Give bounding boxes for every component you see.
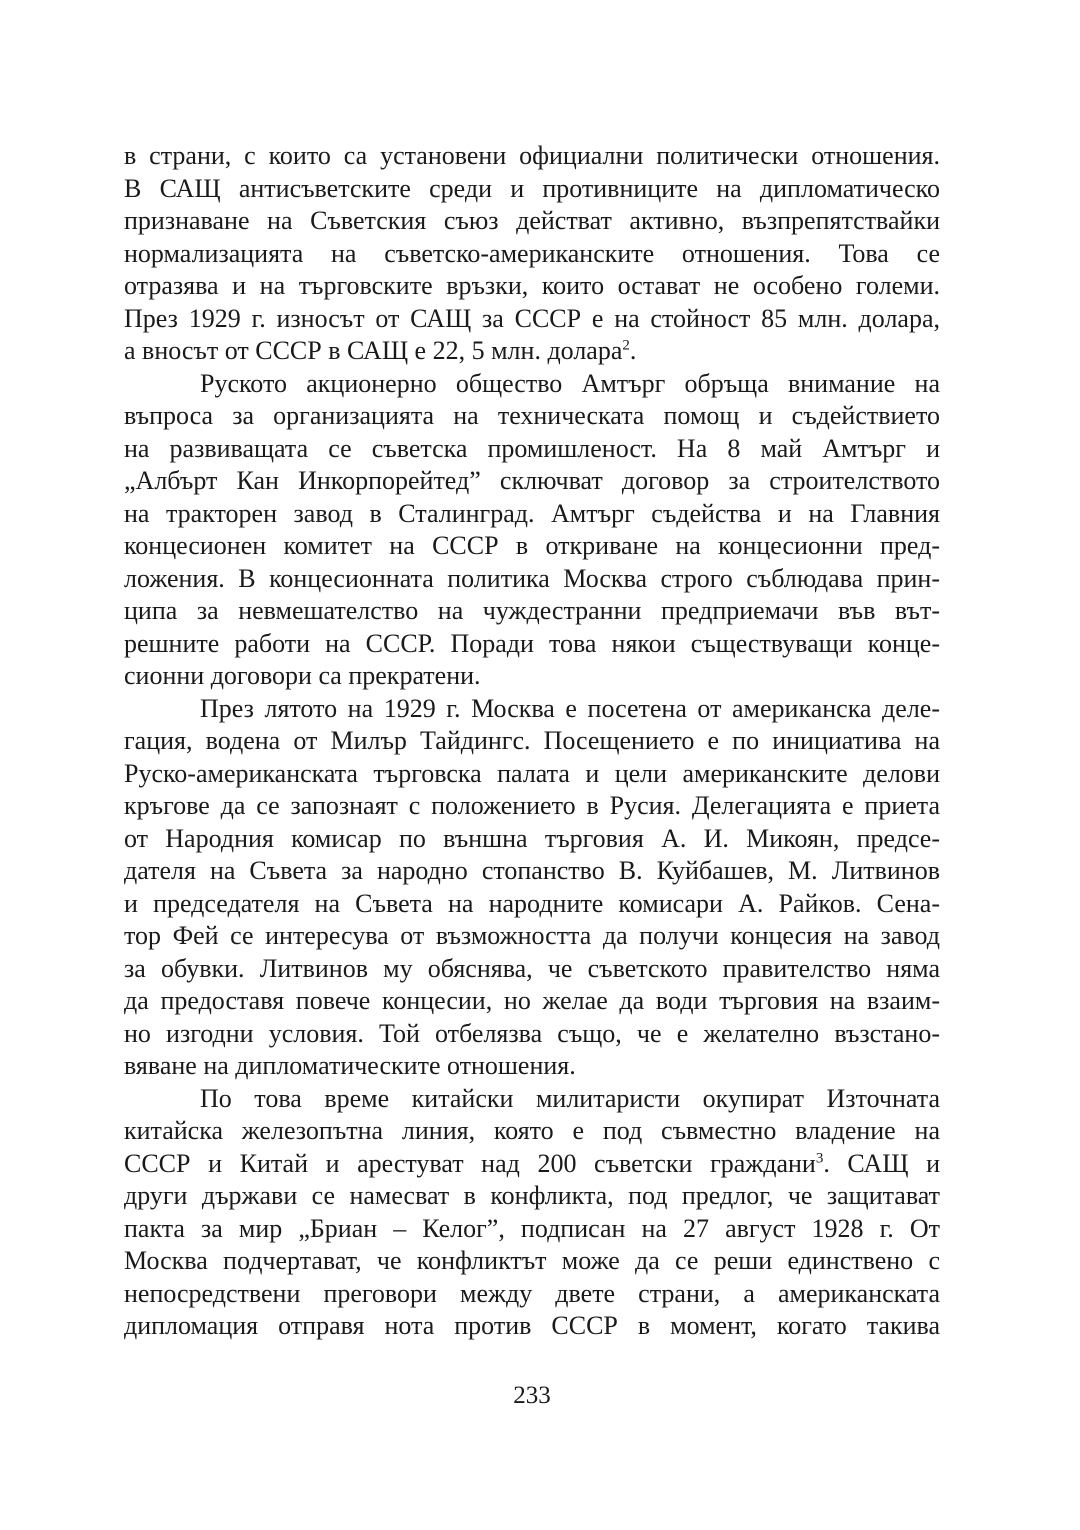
text-span: . xyxy=(629,336,637,365)
text-line: въпроса за организацията на техническата помощ и съдействието xyxy=(124,401,940,430)
text-line: пакта за мир „Бриан – Келог”, подписан на 27 август 1928 г. От xyxy=(124,1213,940,1243)
text-line: в страни, с които са установени официални политически отношения. xyxy=(124,141,940,170)
text-span: . САЩ и xyxy=(823,1148,940,1178)
paragraph-3 xyxy=(124,693,940,1083)
text-line: за обувки. Литвинов му обяснява, че съветското правителство няма xyxy=(124,953,940,983)
text-line: Москва подчертават, че конфликтът може да се реши единствено с xyxy=(124,1246,940,1275)
text-line: сионни договори са прекратени. xyxy=(124,661,481,690)
page-number: 233 xyxy=(513,1382,551,1409)
text-line: на развиващата се съветска промишленост. На 8 май Амтърг и xyxy=(124,433,940,463)
text-line: През лятото на 1929 г. Москва е посетена от американска деле- xyxy=(200,693,940,723)
footnote-ref-3: 3 xyxy=(815,1149,824,1166)
text-line: дипломация отправя нота против СССР в момент, когато такива xyxy=(124,1311,940,1340)
text-line: непосредствени преговори между двете страни, а американската xyxy=(124,1278,940,1308)
text-line: По това време китайски милитаристи окупират Източната xyxy=(200,1083,940,1113)
paragraph-4 xyxy=(124,1083,940,1343)
text-line: отразява и на търговските връзки, които остават не особено големи. xyxy=(124,271,940,300)
text-line: китайска железопътна линия, която е под съвместно владение на xyxy=(124,1116,940,1145)
text-line: Руско-американската търговска палата и цели американските делови xyxy=(124,758,940,788)
text-line: и председателя на Съвета на народните комисари А. Райков. Сена- xyxy=(124,888,940,918)
text-line: на тракторен завод в Сталинград. Амтърг съдейства и на Главния xyxy=(124,498,940,528)
text-line xyxy=(124,335,940,368)
text-span: а вносът от СССР в САЩ е 22, 5 млн. долара xyxy=(124,336,623,365)
footnote-ref-2: 2 xyxy=(622,337,630,354)
text-line: вяване на дипломатическите отношения. xyxy=(124,1051,576,1080)
text-line: тор Фей се интересува от възможността да получи концесия на завод xyxy=(124,921,940,950)
text-line: признаване на Съветския съюз действат активно, възпрепятствайки xyxy=(124,206,940,235)
text-span: СССР и Китай и арестуват над 200 съветски граждани xyxy=(124,1148,816,1178)
text-line: концесионен комитет на СССР в откриване на концесионни пред- xyxy=(124,531,940,560)
text-line: от Народния комисар по външна търговия А. И. Микоян, предсе- xyxy=(124,823,940,853)
text-line: В САЩ антисъветските среди и противниците на дипломатическо xyxy=(124,173,940,203)
text-line: други държави се намесват в конфликта, под предлог, че защитават xyxy=(124,1181,940,1210)
text-line: но изгодни условия. Той отбелязва също, че е желателно възстано- xyxy=(124,1018,940,1048)
text-line: ципа за невмешателство на чуждестранни предприемачи във вът- xyxy=(124,596,940,625)
paragraph-1 xyxy=(124,140,940,368)
text-line: нормализацията на съветско-американските отношения. Това се xyxy=(124,238,940,268)
text-line: Руското акционерно общество Амтърг обръща внимание на xyxy=(200,368,940,398)
body-text xyxy=(124,140,940,1343)
text-line: гация, водена от Милър Тайдингс. Посещението е по инициатива на xyxy=(124,726,940,755)
text-line: решните работи на СССР. Поради това някои съществуващи конце- xyxy=(124,628,940,658)
text-line xyxy=(124,1148,940,1181)
text-line: кръгове да се запознаят с положението в Русия. Делегацията е приета xyxy=(124,791,940,820)
text-line: дателя на Съвета за народно стопанство В. Куйбашев, М. Литвинов xyxy=(124,856,940,885)
text-line: ложения. В концесионната политика Москва строго съблюдава прин- xyxy=(124,563,940,593)
text-line: През 1929 г. износът от САЩ за СССР е на стойност 85 млн. долара, xyxy=(124,303,940,333)
paragraph-2 xyxy=(124,368,940,693)
text-line: „Албърт Кан Инкорпорейтед” сключват договор за строителството xyxy=(124,466,940,495)
text-line: да предоставя повече концесии, но желае да води търговия на взаим- xyxy=(124,986,940,1015)
